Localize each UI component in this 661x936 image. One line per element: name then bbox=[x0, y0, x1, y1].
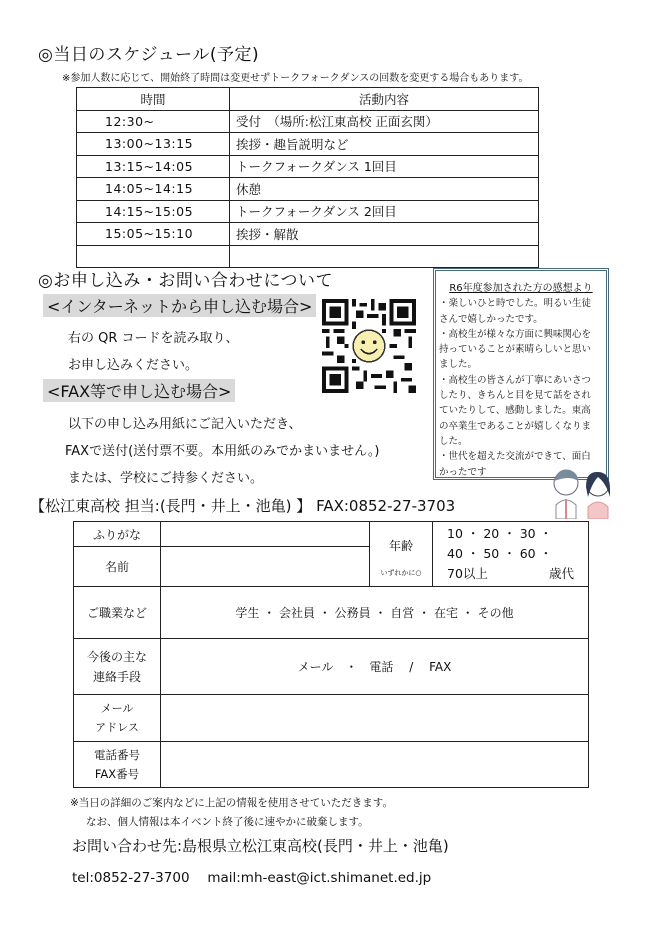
phone-label-2: FAX番号 bbox=[94, 766, 140, 781]
phone-input[interactable] bbox=[161, 742, 589, 788]
age-option-70plus[interactable]: 70以上 bbox=[447, 566, 488, 581]
col-activity: 活動内容 bbox=[230, 88, 539, 111]
schedule-note: ※参加人数に応じて、開始終了時間は変更せずトークフォークダンスの回数を変更する場合もあります。 bbox=[62, 73, 529, 84]
fax-title: <FAX等で申し込む場合> bbox=[43, 379, 235, 402]
fax-line-3: または、学校にご持参ください。 bbox=[68, 471, 264, 486]
table-row bbox=[77, 110, 539, 133]
email-label bbox=[74, 695, 161, 742]
name-input[interactable] bbox=[161, 547, 370, 587]
age-options[interactable] bbox=[433, 522, 589, 587]
activity-cell: 挨拶・解散 bbox=[230, 223, 539, 246]
schedule-heading: ◎当日のスケジュール(予定) bbox=[38, 45, 260, 65]
age-label-cell bbox=[370, 522, 433, 587]
internet-line-1: 右の QR コードを読み取り、 bbox=[68, 331, 239, 346]
activity-cell: トークフォークダンス 2回目 bbox=[230, 200, 539, 223]
job-label: ご職業など bbox=[74, 587, 161, 639]
age-label: 年齢 bbox=[388, 538, 413, 553]
activity-cell: トークフォークダンス 1回目 bbox=[230, 155, 539, 178]
time-cell: 15:05~15:10 bbox=[77, 223, 230, 246]
table-row bbox=[77, 200, 539, 223]
application-form bbox=[73, 521, 589, 788]
col-time: 時間 bbox=[77, 88, 230, 111]
apply-heading: ◎お申し込み・お問い合わせについて bbox=[38, 271, 333, 291]
table-row bbox=[77, 178, 539, 201]
time-cell: 12:30~ bbox=[77, 110, 230, 133]
table-row bbox=[77, 223, 539, 246]
contact-method-label bbox=[74, 639, 161, 695]
email-label-1: メール bbox=[100, 702, 134, 715]
name-label: 名前 bbox=[74, 547, 161, 587]
email-input[interactable] bbox=[161, 695, 589, 742]
internet-title: <インターネットから申し込む場合> bbox=[43, 294, 316, 317]
time-cell: 14:05~14:15 bbox=[77, 178, 230, 201]
activity-cell: 受付 （場所:松江東高校 正面玄関） bbox=[230, 110, 539, 133]
time-cell: 13:15~14:05 bbox=[77, 155, 230, 178]
time-cell: 14:15~15:05 bbox=[77, 200, 230, 223]
feedback-box bbox=[433, 268, 609, 480]
job-options[interactable]: 学生 ・ 会社員 ・ 公務員 ・ 自営 ・ 在宅 ・ その他 bbox=[161, 587, 589, 639]
schedule-table bbox=[76, 87, 539, 268]
time-cell: 13:00~13:15 bbox=[77, 133, 230, 156]
feedback-item: ・高校生が様々な方面に興味関心を持っていることが素晴らしいと思いました。 bbox=[439, 328, 592, 371]
contact-method-options[interactable]: メール ・ 電話 / FAX bbox=[161, 639, 589, 695]
age-options-row-2[interactable]: 40 ・ 50 ・ 60 ・ bbox=[447, 546, 553, 561]
age-options-row-1[interactable]: 10 ・ 20 ・ 30 ・ bbox=[447, 526, 553, 541]
contact-fax-line: 【松江東高校 担当:(長門・井上・池亀) 】 FAX:0852-27-3703 bbox=[30, 497, 456, 515]
privacy-note-2: なお、個人情報は本イベント終了後に速やかに破棄します。 bbox=[86, 816, 369, 828]
activity-cell: 挨拶・趣旨説明など bbox=[230, 133, 539, 156]
fax-line-1: 以下の申し込み用紙にご記入いただき、 bbox=[68, 417, 302, 432]
feedback-item: ・楽しいひと時でした。明るい生徒さんで嬉しかったです。 bbox=[439, 298, 592, 325]
feedback-item: ・世代を超えた交流ができて、面白かったです bbox=[439, 451, 591, 478]
inquiry-line: お問い合わせ先:島根県立松江東高校(長門・井上・池亀) bbox=[72, 837, 449, 855]
feedback-title: R6年度参加された方の感想より bbox=[449, 283, 593, 294]
phone-label-1: 電話番号 bbox=[94, 747, 140, 762]
privacy-note-1: ※当日の詳細のご案内などに上記の情報を使用させていただきます。 bbox=[70, 797, 393, 809]
feedback-item: ・高校生の皆さんが丁寧にあいさつしたり、きちんと目を見て話をされていたりして、感動しました。東高の卒業生であることが嬉しくなりました。 bbox=[439, 374, 592, 447]
activity-cell: 休憩 bbox=[230, 178, 539, 201]
phone-label bbox=[74, 742, 161, 788]
internet-line-2: お申し込みください。 bbox=[68, 358, 199, 373]
furigana-input[interactable] bbox=[161, 522, 370, 547]
fax-line-2: FAXで送付(送付票不要。本用紙のみでかまいません。) bbox=[65, 444, 380, 459]
table-row bbox=[77, 155, 539, 178]
email-label-2: アドレス bbox=[95, 721, 139, 734]
qr-code-icon[interactable] bbox=[322, 299, 416, 393]
people-illustration-icon bbox=[548, 465, 618, 519]
age-suffix: 歳代 bbox=[548, 566, 574, 581]
tel-mail-line: tel:0852-27-3700 mail:mh-east@ict.shimanet.ed.jp bbox=[72, 870, 432, 886]
contact-method-label-2: 連絡手段 bbox=[92, 669, 141, 684]
furigana-label: ふりがな bbox=[74, 522, 161, 547]
contact-method-label-1: 今後の主な bbox=[86, 649, 147, 664]
table-row bbox=[77, 133, 539, 156]
age-hint: いずれかに○ bbox=[380, 568, 422, 577]
table-row bbox=[77, 245, 539, 268]
